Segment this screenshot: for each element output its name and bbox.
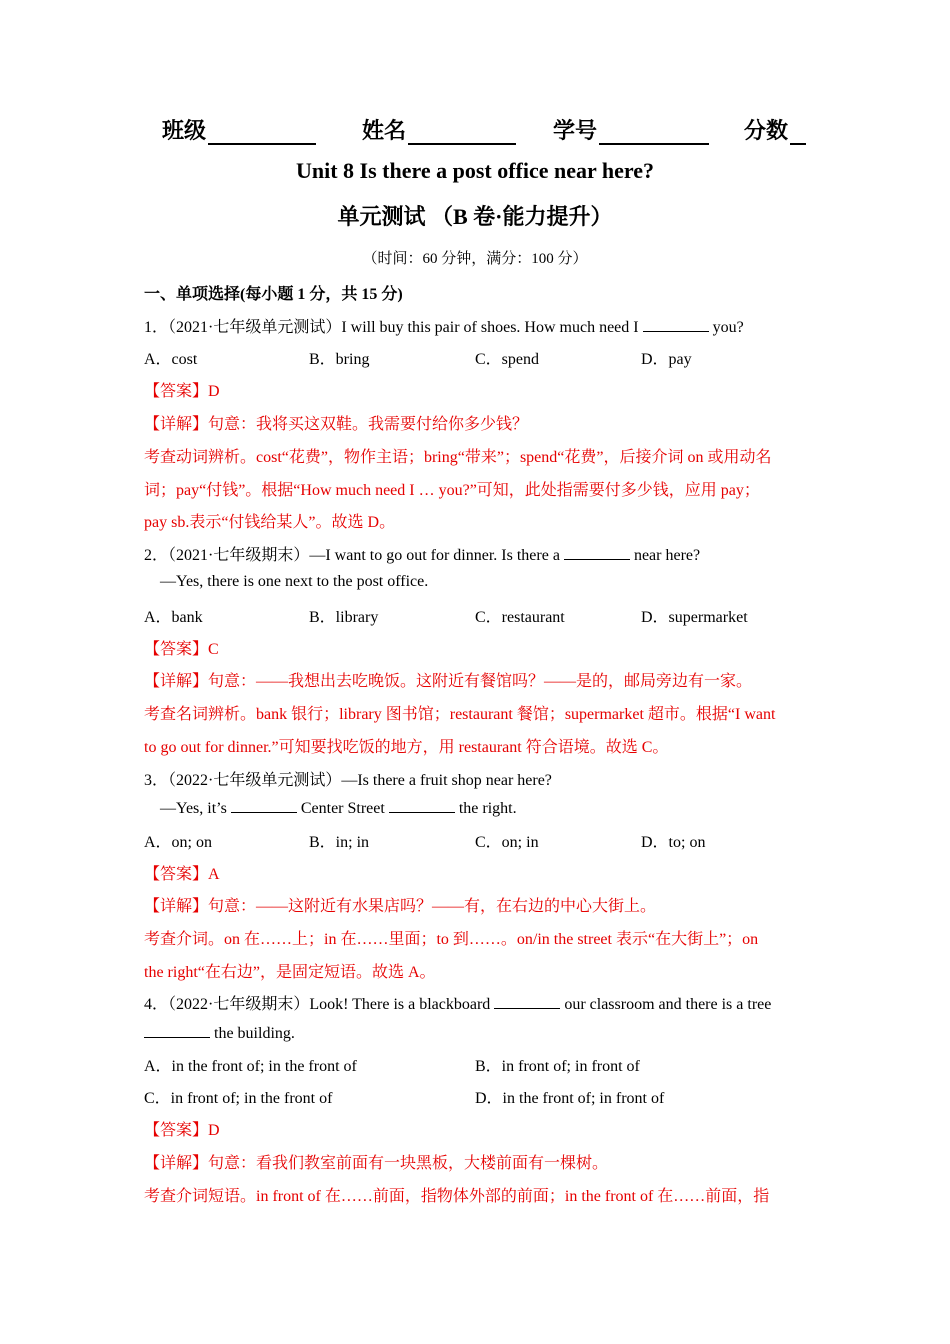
reply-part: Center Street — [300, 800, 385, 817]
score-label: 分数 — [744, 118, 789, 143]
detail-line: 【详解】句意：——这附近有水果店吗？——有，在右边的中心大街上。 — [144, 898, 657, 915]
option-b[interactable]: B．library — [309, 609, 379, 626]
unit-title: Unit 8 Is there a post office near here? — [295, 158, 655, 183]
class-blank[interactable] — [208, 119, 316, 145]
question-2-text: 2．（2021·七年级期末）—I want to go out for dinner. Is there a — [144, 547, 560, 564]
option-d[interactable]: D．supermarket — [641, 609, 748, 626]
name-blank[interactable] — [408, 119, 516, 145]
option-b[interactable]: B．bring — [309, 351, 370, 368]
detail-line: 【详解】句意：——我想出去吃晚饭。这附近有餐馆吗？——是的，邮局旁边有一家。 — [144, 673, 753, 690]
option-c[interactable]: C．on; in — [475, 834, 539, 851]
option-d[interactable]: D．to; on — [641, 834, 706, 851]
explanation-line: 考查动词辨析。cost“花费”，物作主语；bring“带来”；spend“花费”，后接介词 on 或用动名 — [144, 449, 772, 466]
option-b[interactable]: B．in front of; in front of — [475, 1058, 640, 1075]
explanation-line: pay sb.表示“付钱给某人”。故选 D。 — [144, 514, 396, 531]
question-2-text-end: near here? — [633, 547, 701, 564]
question-4 — [144, 991, 771, 1014]
question-3: 3．（2022·七年级单元测试）—Is there a fruit shop near here? — [144, 772, 552, 789]
student-id-blank[interactable] — [599, 119, 709, 145]
student-info-row — [162, 114, 812, 148]
question-4-cont — [144, 1023, 295, 1043]
detail-line: 【详解】句意：我将买这双鞋。我需要付给你多少钱？ — [144, 416, 529, 433]
score-field[interactable] — [744, 114, 806, 145]
section-heading: 一、单项选择(每小题 1 分，共 15 分) — [144, 286, 403, 303]
option-c[interactable]: C．in front of; in the front of — [144, 1090, 333, 1107]
answer-line: 【答案】D — [144, 1122, 220, 1139]
class-field[interactable] — [162, 114, 316, 145]
option-b[interactable]: B．in; in — [309, 834, 370, 851]
name-field[interactable] — [362, 114, 516, 145]
question-3-reply — [160, 798, 517, 818]
name-label: 姓名 — [362, 118, 407, 143]
question-4-text-mid: our classroom and there is a tree — [564, 996, 772, 1013]
score-blank[interactable] — [790, 119, 806, 145]
option-a[interactable]: A．bank — [144, 609, 203, 626]
reply-part: the right. — [458, 800, 517, 817]
question-4-text: 4．（2022·七年级期末）Look! There is a blackboard — [144, 996, 491, 1013]
explanation-line: 考查介词短语。in front of 在……前面，指物体外部的前面；in the front of 在……前面，指 — [144, 1188, 770, 1205]
student-id-field[interactable] — [553, 114, 709, 145]
question-2-reply: —Yes, there is one next to the post office. — [160, 573, 429, 590]
answer-blank — [564, 545, 630, 560]
explanation-line: to go out for dinner.”可知要找吃饭的地方，用 restaurant 符合语境。故选 C。 — [144, 739, 669, 756]
answer-line: 【答案】C — [144, 641, 219, 658]
test-info: （时间：60 分钟，满分：100 分） — [362, 251, 588, 267]
answer-line: 【答案】D — [144, 383, 220, 400]
answer-blank — [144, 1023, 210, 1038]
explanation-line: 考查介词。on 在……上；in 在……里面；to 到……。on/in the street 表示“在大街上”；on — [144, 931, 759, 948]
option-a[interactable]: A．cost — [144, 351, 198, 368]
class-label: 班级 — [162, 118, 207, 143]
answer-blank — [231, 798, 297, 813]
option-d[interactable]: D．pay — [641, 351, 692, 368]
question-4-text-end: the building. — [214, 1025, 295, 1042]
answer-blank — [494, 994, 560, 1009]
explanation-line: 词；pay“付钱”。根据“How much need I … you?”可知，此处指需要付多少钱，应用 pay； — [144, 482, 760, 499]
option-a[interactable]: A．on; on — [144, 834, 213, 851]
detail-line: 【详解】句意：看我们教室前面有一块黑板，大楼前面有一棵树。 — [144, 1155, 609, 1172]
question-1 — [144, 314, 744, 337]
question-1-text: 1．（2021·七年级单元测试）I will buy this pair of shoes. How much need I — [144, 319, 639, 336]
explanation-line: the right“在右边”，是固定短语。故选 A。 — [144, 964, 436, 981]
answer-blank — [643, 317, 709, 332]
option-a[interactable]: A．in the front of; in the front of — [144, 1058, 357, 1075]
question-1-text-end: you? — [712, 319, 744, 336]
reply-part: —Yes, it’s — [160, 800, 227, 817]
question-2 — [144, 542, 700, 565]
option-d[interactable]: D．in the front of; in front of — [475, 1090, 665, 1107]
option-c[interactable]: C．spend — [475, 351, 540, 368]
answer-line: 【答案】A — [144, 866, 220, 883]
test-title: 单元测试 （B 卷·能力提升） — [337, 204, 613, 229]
student-id-label: 学号 — [553, 118, 598, 143]
explanation-line: 考查名词辨析。bank 银行；library 图书馆；restaurant 餐馆；supermarket 超市。根据“I want — [144, 706, 776, 723]
answer-blank — [389, 798, 455, 813]
option-c[interactable]: C．restaurant — [475, 609, 565, 626]
